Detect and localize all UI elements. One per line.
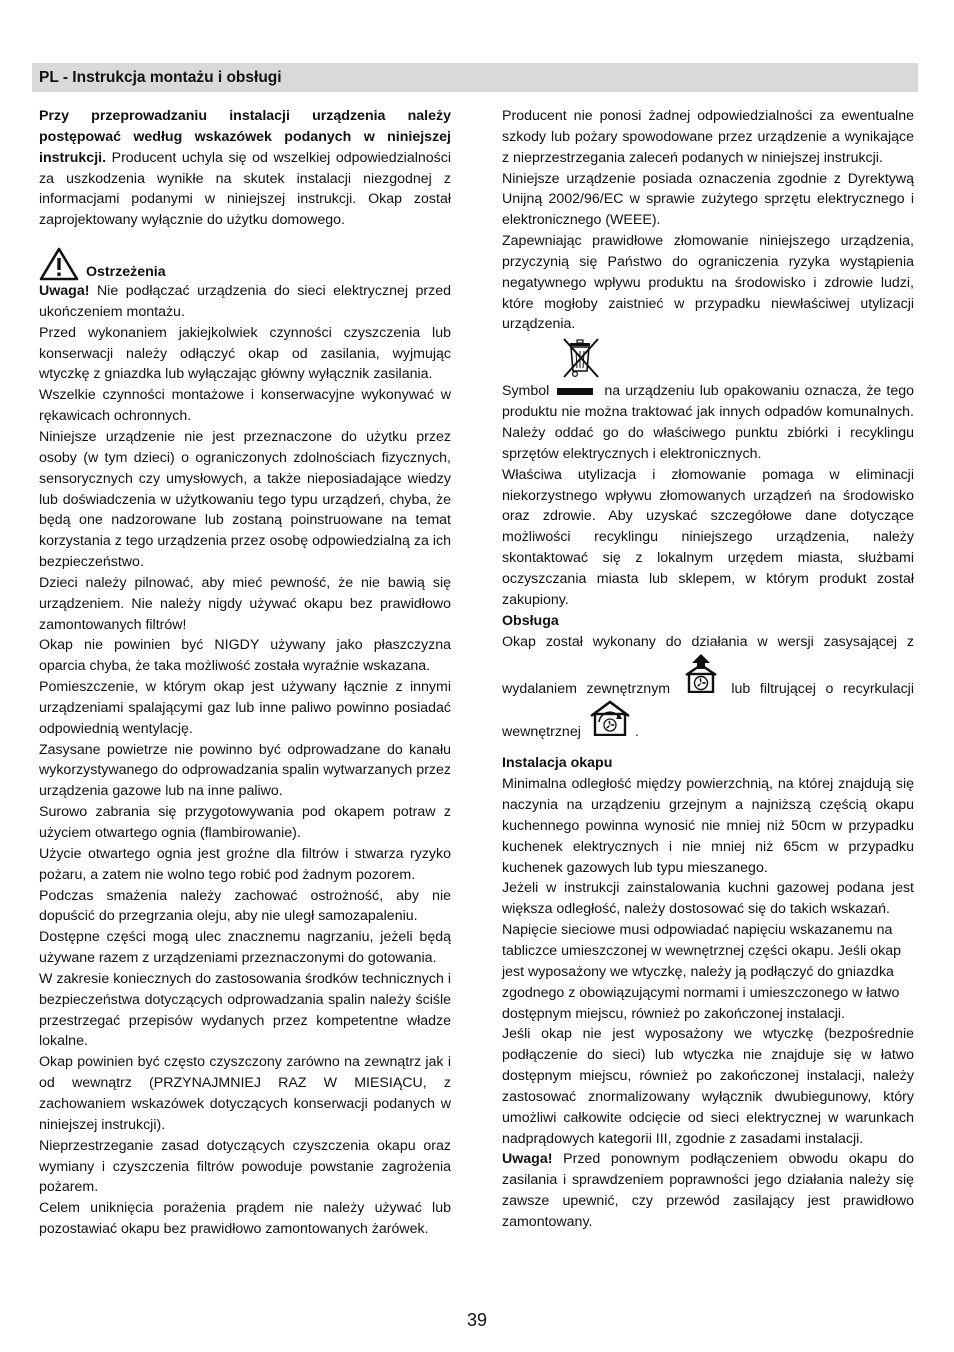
- symbol-text: na urządzeniu lub opakowaniu oznacza, że tego produktu nie można traktować jak innych odpadów komunalnych. Należy oddać go do właściwego punktu zbiórki i recyklingu sprzętów elektrycznych i elektronicznych.: [502, 383, 914, 462]
- paragraph: Pomieszczenie, w którym okap jest używany łącznie z innymi urządzeniami spalającymi gaz lub inne paliwo powinno posiadać odpowiednią wentylację.: [39, 679, 451, 737]
- recirculation-icon: [589, 700, 631, 743]
- warnings-heading-row: [39, 247, 451, 281]
- weee-paragraph: [502, 381, 914, 464]
- paragraph: Zapewniając prawidłowe złomowanie niniejszego urządzenia, przyczynią się Państwo do ograniczenia ryzyka wystąpienia negatywnego wpływu produktu na środowisko i zdrowie ludzi, które mogłoby zaistnieć w przypadku niewłaściwej utylizacji urządzenia.: [502, 233, 914, 333]
- paragraph: [502, 1149, 914, 1232]
- paragraph: Użycie otwartego ognia jest groźne dla filtrów i stwarza ryzyko pożaru, a zatem nie wolno tego robić pod żadnym pozorem.: [39, 845, 451, 883]
- weee-symbol-row: [502, 335, 914, 381]
- paragraph: Okap nie powinien być NIGDY używany jako płaszczyzna oparcia chyba, że taka możliwość została wyraźnie wskazana.: [39, 637, 451, 675]
- paragraph: Dostępne części mogą ulec znacznemu nagrzaniu, jeżeli będą używane razem z urządzeniami przeznaczonymi do gotowania.: [39, 929, 451, 967]
- paragraph: Niniejsze urządzenie posiada oznaczenia zgodnie z Dyrektywą Unijną 2002/96/EC w sprawie zużytego sprzętu elektrycznego i elektronicznego (WEEE).: [502, 170, 914, 229]
- right-column: [502, 106, 914, 1233]
- page-number: 39: [466, 1310, 488, 1330]
- paragraph: Niniejsze urządzenie nie jest przeznaczone do użytku przez osoby (w tym dzieci) o ograniczonych zdolnościach fizycznych, sensorycznych czy umysłowych, a także nieposiadające wiedzy lub doświadczenia w użytkowaniu tego typu urządzeń, chyba, że będą one nadzorowane lub zostaną poinstruowane na temat korzystania z tego urządzenia przez osobę odpowiedzialną za ich bezpieczeństwo.: [39, 428, 451, 571]
- warning-triangle-icon: [39, 247, 79, 281]
- paragraph: Wszelkie czynności montażowe i konserwacyjne wykonywać w rękawicach ochronnych.: [39, 387, 451, 425]
- paragraph: Napięcie sieciowe musi odpowiadać napięciu wskazanemu na tabliczce umieszczonej w wewnętrznej części okapu. Jeśli okap jest wyposażony we wtyczkę, należy ją podłączyć do gniazdka zgodnego z obowiązującymi normami i umieszczonego w łatwo dostępnym miejscu, również po zakończonej instalacji.: [502, 922, 902, 1022]
- intro-bold: Przy przeprowadzaniu instalacji urządzenia należy postępować według wskazówek podanych w niniejszej instrukcji.: [39, 108, 451, 166]
- paragraph: Jeśli okap nie jest wyposażony we wtyczkę (bezpośrednie podłączenie do sieci) lub wtyczka nie znajduje się w łatwo dostępnym miejscu, również po zakończonej instalacji, należy zastosować znormalizowany wyłącznik dwubiegunowy, który umożliwi całkowite odcięcie od sieci elektrycznej w warunkach nadprądowych kategorii III, zgodnie z zasadami instalacji.: [502, 1026, 914, 1147]
- paragraph: Celem uniknięcia porażenia prądem nie należy używać lub pozostawiać okapu bez prawidłowo zamontowanych żarówek.: [39, 1200, 451, 1238]
- paragraph: Właściwa utylizacja i złomowanie pomaga w eliminacji niekorzystnego wpływu złomowanych urządzeń na środowisko oraz zdrowie. Aby uzyskać szczegółowe dane dotyczące możliwości recyklingu niniejszego urządzenia, należy skontaktować się z lokalnym urzędem miasta, służbami oczyszczania miasta lub sklepem, w którym produkt został zakupiony.: [502, 466, 914, 608]
- paragraph: Nieprzestrzeganie zasad dotyczących czyszczenia okapu oraz wymiany i czyszczenia filtrów powoduje powstanie zagrożenia pożarem.: [39, 1137, 451, 1196]
- installation-heading: Instalacja okapu: [502, 755, 613, 772]
- paragraph: Dzieci należy pilnować, aby mieć pewność, że nie bawią się urządzeniem. Nie należy nigdy używać okapu bez prawidłowo zamontowanych filtrów!: [39, 574, 451, 633]
- paragraph-text: Przed ponownym podłączeniem obwodu okapu do zasilania i sprawdzeniem poprawności jego działania należy się zawsze upewnić, czy przewód zasilający jest prawidłowo zamontowany.: [502, 1151, 914, 1230]
- intro-text: Producent uchyla się od wszelkiej odpowiedzialności za uszkodzenia wynikłe na skutek instalacji niezgodnej z informacjami podanymi w niniejszej instrukcji. Okap został zaprojektowany wyłącznie do użytku domowego.: [39, 149, 451, 229]
- paragraph: Producent nie ponosi żadnej odpowiedzialności za ewentualne szkody lub pożary spowodowane przez urządzenie a wynikające z nieprzestrzegania zaleceń podanych w niniejszej instrukcji.: [502, 108, 914, 166]
- paragraph: Zasysane powietrze nie powinno być odprowadzane do kanału wykorzystywanego do odprowadzania spalin wytwarzanych przez urządzenia gazowe lub na inne paliwo.: [39, 741, 451, 800]
- left-column: [39, 106, 451, 1240]
- paragraph: Przed wykonaniem jakiejkolwiek czynności czyszczenia lub konserwacji należy odłączyć okap od zasilania, wyjmując wtyczkę z gniazdka lub wyłączając główny wyłącznik zasilania.: [39, 324, 451, 383]
- weee-bar-icon: [557, 388, 593, 395]
- intro-paragraph: [39, 106, 451, 231]
- attention-label: Uwaga!: [39, 283, 90, 300]
- paragraph-text: Nie podłączać urządzenia do sieci elektrycznej przed ukończeniem montażu.: [39, 283, 451, 320]
- symbol-word: Symbol: [502, 383, 550, 400]
- ducted-extraction-icon: [684, 653, 718, 700]
- operation-text-b: lub filtrującej o recyrkulacji wewnętrznej: [502, 681, 914, 741]
- operation-heading: Obsługa: [502, 612, 559, 629]
- paragraph: Okap powinien być często czyszczony zarówno na zewnątrz jak i od wewnątrz (PRZYNAJMNIEJ RAZ W MIESIĄCU, z zachowaniem wskazówek dotyczących konserwacji podanych w niniejszej instrukcji).: [39, 1054, 451, 1133]
- paragraph: [39, 281, 451, 323]
- crossed-out-bin-icon: [558, 335, 604, 381]
- warnings-title: Ostrzeżenia: [86, 264, 166, 281]
- operation-text-c: .: [634, 724, 639, 741]
- paragraph: Jeżeli w instrukcji zainstalowania kuchni gazowej podana jest większa odległość, należy dostosować się do takich wskazań.: [502, 880, 914, 918]
- section-title: PL - Instrukcja montażu i obsługi: [39, 69, 282, 86]
- paragraph: Podczas smażenia należy zachować ostrożność, aby nie dopuścić do przegrzania oleju, aby nie uległ samozapaleniu.: [39, 887, 451, 925]
- paragraph: Surowo zabrania się przygotowywania pod okapem potraw z użyciem otwartego ognia (flambirowanie).: [39, 804, 451, 841]
- section-header: [32, 63, 918, 92]
- operation-paragraph: [502, 631, 914, 743]
- paragraph: Minimalna odległość między powierzchnią, na której znajdują się naczynia na urządzeniu grzejnym a najniższą częścią okapu kuchennego powinna wynosić nie mniej niż 50cm w przypadku kuchenek elektrycznych i nie mniej niż 65cm w przypadku kuchenek gazowych lub typu mieszanego.: [502, 776, 914, 876]
- paragraph: W zakresie koniecznych do zastosowania środków technicznych i bezpieczeństwa dotyczących odprowadzania spalin należy ściśle przestrzegać przepisów wydanych przez kompetentne władze lokalne.: [39, 970, 451, 1050]
- operation-text-a: Okap został wykonany do działania w wersji zasysającej z wydalaniem zewnętrznym: [502, 634, 914, 698]
- attention-label: Uwaga!: [502, 1151, 553, 1168]
